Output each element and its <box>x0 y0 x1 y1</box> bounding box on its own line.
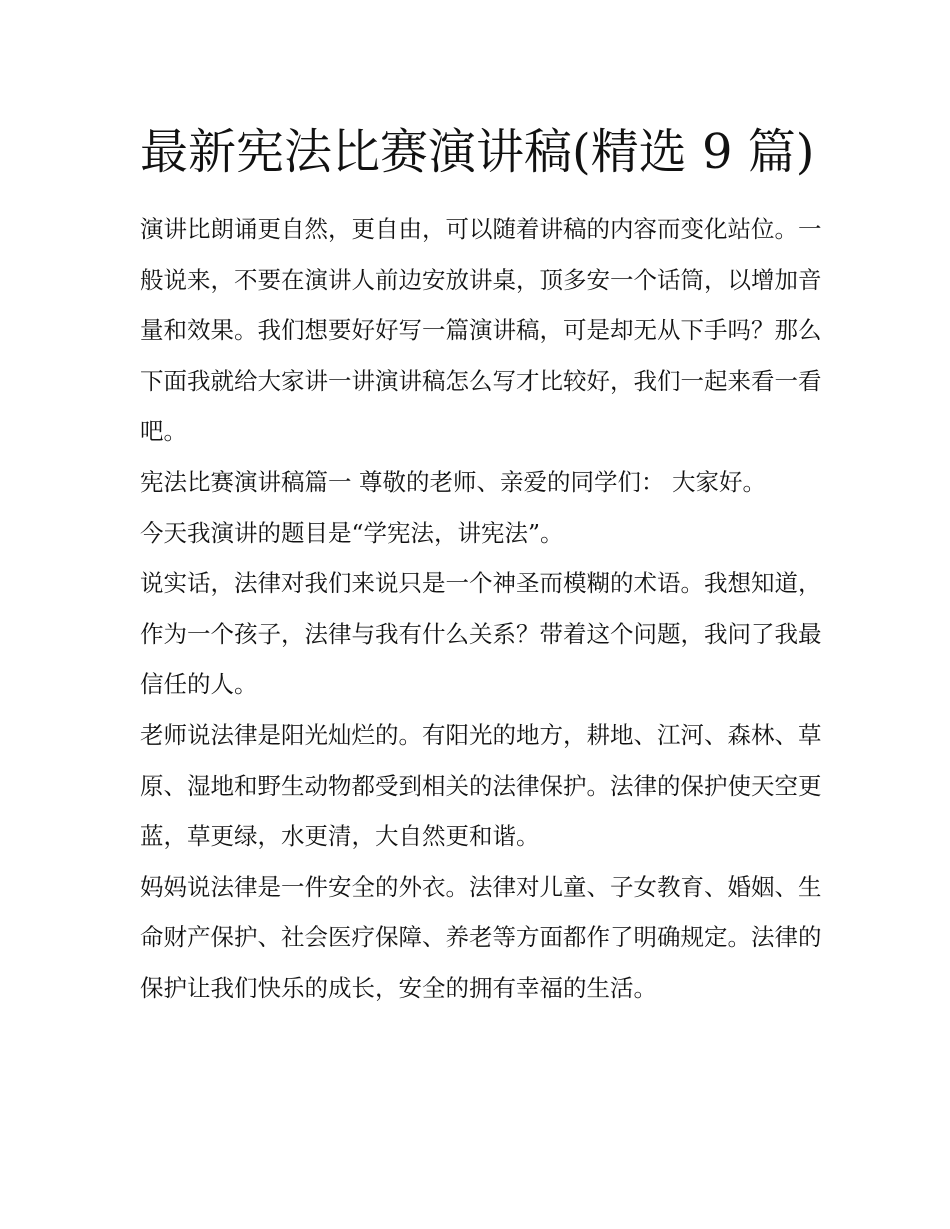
document-body <box>140 204 830 1014</box>
document-page <box>140 112 830 1014</box>
document-title: 最新宪法比赛演讲稿(精选 9 篇) <box>140 124 815 180</box>
paragraph-mother: 妈妈说法律是一件安全的外衣。法律对儿童、子女教育、婚姻、生命财产保护、社会医疗保障、养老等方面都作了明确规定。法律的保护让我们快乐的成长，安全的拥有幸福的生活。 <box>140 872 822 1002</box>
paragraph-intro: 演讲比朗诵更自然，更自由，可以随着讲稿的内容而变化站位。一般说来，不要在演讲人前边安放讲桌，顶多安一个话筒，以增加音量和效果。我们想要好好写一篇演讲稿，可是却无从下手吗？那么下面我就给大家讲一讲演讲稿怎么写才比较好，我们一起来看一看吧。 <box>140 215 822 446</box>
paragraph-question: 说实话，法律对我们来说只是一个神圣而模糊的术语。我想知道，作为一个孩子，法律与我有什么关系？带着这个问题，我问了我最信任的人。 <box>140 569 822 699</box>
paragraph-greeting: 宪法比赛演讲稿篇一 尊敬的老师、亲爱的同学们： 大家好。 <box>140 467 766 496</box>
paragraph-teacher: 老师说法律是阳光灿烂的。有阳光的地方，耕地、江河、森林、草原、湿地和野生动物都受到相关的法律保护。法律的保护使天空更蓝，草更绿，水更清，大自然更和谐。 <box>140 720 822 851</box>
paragraph-topic: 今天我演讲的题目是“学宪法，讲宪法”。 <box>140 518 564 547</box>
